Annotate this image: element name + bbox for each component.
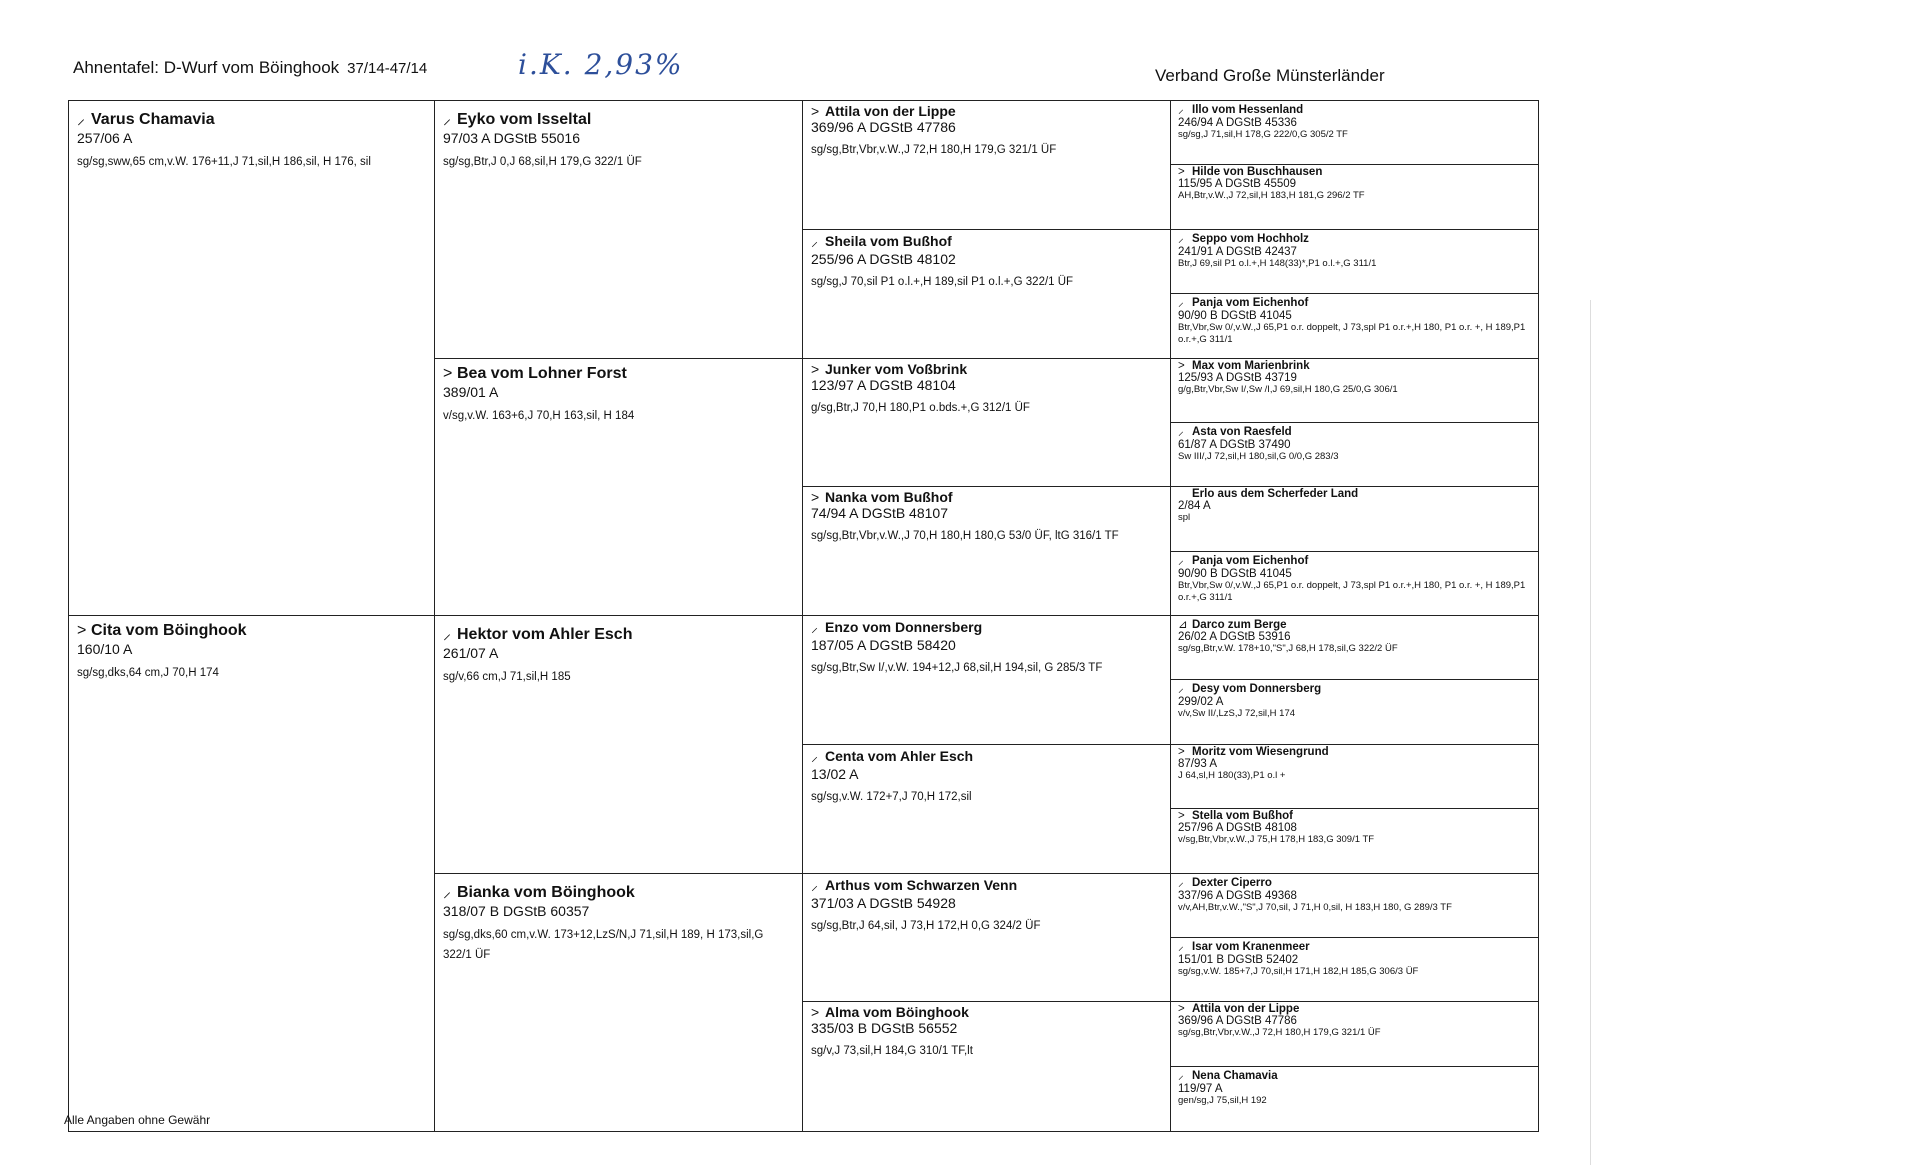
ancestor-name (1178, 424, 1531, 439)
ancestor-box (802, 1001, 1172, 1132)
performance-data: spl (1178, 512, 1191, 523)
ancestor-name (811, 618, 1163, 637)
registration-number: 369/96 A DGStB 47786 (1178, 1015, 1297, 1027)
registration-number: 257/96 A DGStB 48108 (1178, 822, 1297, 834)
performance-data: sg/v,66 cm,J 71,sil,H 185 (443, 671, 571, 683)
dog-name: Moritz vom Wiesengrund (1192, 746, 1329, 758)
dog-name: Asta von Raesfeld (1192, 426, 1292, 438)
ancestor-box (1170, 615, 1539, 681)
ancestor-name (443, 365, 795, 383)
disclaimer: Alle Angaben ohne Gewähr (64, 1113, 211, 1127)
registration-number: 115/95 A DGStB 45509 (1178, 178, 1297, 190)
performance-data: sg/sg,Btr,Vbr,v.W.,J 70,H 180,H 180,G 53/0 ÜF, ltG 316/1 TF (811, 530, 1119, 542)
status-mark: ⸝ (1178, 426, 1184, 438)
performance-data: Sw III/,J 72,sil,H 180,sil,G 0/0,G 283/3 (1178, 451, 1339, 462)
ancestor-name (443, 107, 795, 129)
performance-data: sg/sg,sww,65 cm,v.W. 176+11,J 71,sil,H 186,sil, H 176, sil (77, 156, 371, 168)
dog-name: Centa vom Ahler Esch (825, 748, 974, 764)
status-mark: > (1178, 810, 1185, 822)
ancestor-name (811, 489, 1163, 505)
registration-number: 337/96 A DGStB 49368 (1178, 890, 1297, 902)
dog-name: Isar vom Kranenmeer (1192, 941, 1310, 953)
ancestor-name (1178, 360, 1531, 372)
performance-data: sg/sg,Btr,J 0,J 68,sil,H 179,G 322/1 ÜF (443, 156, 642, 168)
dog-name: Panja vom Eichenhof (1192, 297, 1309, 309)
status-mark: ⸝ (443, 626, 452, 643)
performance-data: v/v,AH,Btr,v.W.,"S",J 70,sil, J 71,H 0,sil, H 183,H 180, G 289/3 TF (1178, 902, 1452, 913)
ancestor-box (802, 358, 1172, 488)
ancestor-box (1170, 358, 1539, 424)
ancestor-box (434, 358, 804, 617)
registration-number: 299/02 A (1178, 696, 1224, 708)
ancestor-name (811, 747, 1163, 766)
ancestor-box (434, 873, 804, 1132)
ancestor-name (1178, 166, 1531, 178)
status-mark: > (77, 622, 87, 639)
status-mark: ⸝ (1178, 941, 1184, 953)
dog-name: Bea vom Lohner Forst (457, 365, 627, 382)
status-mark: > (811, 1004, 820, 1020)
ancestor-name (811, 103, 1163, 119)
performance-data: v/v,Sw II/,LzS,J 72,sil,H 174 (1178, 708, 1296, 719)
ancestor-box (1170, 551, 1539, 617)
status-mark: > (1178, 746, 1185, 758)
status-mark: ⸝ (443, 111, 452, 128)
ancestor-box (1170, 873, 1539, 939)
performance-data: sg/sg,J 71,sil,H 178,G 222/0,G 305/2 TF (1178, 129, 1348, 140)
dog-name: Panja vom Eichenhof (1192, 555, 1309, 567)
status-mark: ⸝ (1178, 104, 1184, 116)
dog-name: Eyko vom Isseltal (457, 111, 592, 128)
registration-number: 87/93 A (1178, 758, 1218, 770)
ancestor-box (1170, 744, 1539, 810)
ancestor-box (802, 486, 1172, 617)
ancestor-name (811, 232, 1163, 251)
ancestor-box (434, 615, 804, 875)
registration-number: 151/01 B DGStB 52402 (1178, 954, 1299, 966)
ancestor-name (1178, 810, 1531, 822)
ancestor-box (1170, 293, 1539, 360)
ancestor-box (1170, 229, 1539, 295)
registration-number: 123/97 A DGStB 48104 (811, 377, 956, 393)
performance-data: sg/v,J 73,sil,H 184,G 310/1 TF,lt (811, 1045, 973, 1057)
ancestor-box (68, 615, 436, 1132)
performance-data: sg/sg,Btr,Sw I/,v.W. 194+12,J 68,sil,H 194,sil, G 285/3 TF (811, 662, 1103, 674)
registration-number: 13/02 A (811, 766, 859, 782)
ancestor-name (1178, 617, 1531, 631)
status-mark: ⸝ (1178, 233, 1184, 245)
registration-number: 318/07 B DGStB 60357 (443, 903, 590, 919)
dog-name: Cita vom Böinghook (91, 622, 247, 639)
status-mark: ⸝ (811, 619, 818, 635)
status-mark: ⸝ (443, 884, 452, 901)
performance-data: v/sg,v.W. 163+6,J 70,H 163,sil, H 184 (443, 410, 635, 422)
performance-data: sg/sg,Btr,J 64,sil, J 73,H 172,H 0,G 324/2 ÜF (811, 920, 1041, 932)
registration-number: 61/87 A DGStB 37490 (1178, 439, 1291, 451)
status-mark: ⸝ (811, 233, 818, 249)
performance-data: g/g,Btr,Vbr,Sw I/,Sw /I,J 69,sil,H 180,G 25/0,G 306/1 (1178, 384, 1398, 395)
litter-title: Ahnentafel: D-Wurf vom Böinghook (73, 58, 340, 77)
performance-data: gen/sg,J 75,sil,H 192 (1178, 1095, 1267, 1106)
performance-data: sg/sg,Btr,Vbr,v.W.,J 72,H 180,H 179,G 321/1 ÜF (811, 144, 1057, 156)
registration-number: 255/96 A DGStB 48102 (811, 251, 956, 267)
ancestor-box (802, 229, 1172, 360)
ancestor-box (1170, 486, 1539, 553)
ancestor-name (443, 622, 795, 644)
registration-number: 335/03 B DGStB 56552 (811, 1020, 958, 1036)
registration-number: 257/06 A (77, 130, 133, 146)
registration-number: 125/93 A DGStB 43719 (1178, 372, 1297, 384)
ancestor-box (802, 615, 1172, 746)
status-mark: ⸝ (1178, 297, 1184, 309)
dog-name: Arthus vom Schwarzen Venn (825, 877, 1018, 893)
status-mark: ⸝ (811, 748, 818, 764)
ancestor-box (1170, 100, 1539, 166)
registration-number: 371/03 A DGStB 54928 (811, 895, 956, 911)
status-mark: > (1178, 166, 1185, 178)
registration-number: 2/84 A (1178, 500, 1211, 512)
ancestor-box (1170, 937, 1539, 1003)
performance-data: AH,Btr,v.W.,J 72,sil,H 183,H 181,G 296/2 TF (1178, 190, 1365, 201)
ancestor-name (1178, 875, 1531, 890)
dog-name: Junker vom Voßbrink (825, 361, 968, 377)
ancestor-name (1178, 295, 1531, 310)
scan-edge-line (1590, 300, 1591, 1165)
status-mark: ⸝ (1178, 555, 1184, 567)
dog-name: Hilde von Buschhausen (1192, 166, 1323, 178)
ancestor-name (77, 622, 427, 640)
registration-number: 246/94 A DGStB 45336 (1178, 117, 1297, 129)
performance-data: sg/sg,Btr,v.W. 178+10,"S",J 68,H 178,sil,G 322/2 ÜF (1178, 643, 1398, 654)
registration-number: 389/01 A (443, 384, 499, 400)
registration-number: 97/03 A DGStB 55016 (443, 130, 580, 146)
ancestor-name (811, 1004, 1163, 1020)
ancestor-box (802, 100, 1172, 231)
ancestor-name (1178, 939, 1531, 954)
performance-data: Btr,Vbr,Sw 0/,v.W.,J 65,P1 o.r. doppelt, J 73,spl P1 o.r.+,H 180, P1 o.r. +, H 189,P1 o.r.+,G 311/1 (1178, 580, 1526, 603)
performance-data: sg/sg,J 70,sil P1 o.l.+,H 189,sil P1 o.l.+,G 322/1 ÜF (811, 276, 1074, 288)
ancestor-name (1178, 231, 1531, 246)
ancestor-box (1170, 679, 1539, 746)
dog-name: Stella vom Bußhof (1192, 810, 1293, 822)
ancestor-box (802, 873, 1172, 1003)
dog-name: Nena Chamavia (1192, 1070, 1278, 1082)
dog-name: Varus Chamavia (91, 111, 215, 128)
ancestor-box (1170, 808, 1539, 875)
ancestor-box (1170, 1066, 1539, 1132)
status-mark: ⸝ (1178, 1070, 1184, 1082)
dog-name: Desy vom Donnersberg (1192, 683, 1322, 695)
status-mark: ⊿ (1178, 619, 1188, 631)
organization-name: Verband Große Münsterländer (1155, 66, 1385, 85)
dog-name: Illo vom Hessenland (1192, 104, 1304, 116)
status-mark: > (1178, 1003, 1185, 1015)
ancestor-name (1178, 102, 1531, 117)
performance-data: sg/sg,dks,64 cm,J 70,H 174 (77, 667, 219, 679)
status-mark: ⸝ (1178, 877, 1184, 889)
registration-number: 187/05 A DGStB 58420 (811, 637, 956, 653)
ancestor-name (811, 876, 1163, 895)
ancestor-name (1178, 746, 1531, 758)
ancestor-box (434, 100, 804, 360)
status-mark: > (811, 361, 820, 377)
ancestor-name (1178, 681, 1531, 696)
litter-code: 37/14-47/14 (347, 60, 428, 77)
ancestor-box (802, 744, 1172, 875)
dog-name: Darco zum Berge (1192, 619, 1287, 631)
handwritten-inbreeding-note: i.K. 2,93% (518, 48, 684, 81)
ancestor-name (811, 361, 1163, 377)
dog-name: Dexter Ciperro (1192, 877, 1272, 889)
ancestor-name (1178, 553, 1531, 568)
performance-data: v/sg,Btr,Vbr,v.W.,J 75,H 178,H 183,G 309/1 TF (1178, 834, 1375, 845)
dog-name: Alma vom Böinghook (825, 1004, 969, 1020)
performance-data: sg/sg,v.W. 185+7,J 70,sil,H 171,H 182,H 185,G 306/3 ÜF (1178, 966, 1419, 977)
status-mark: ⸝ (811, 877, 818, 893)
performance-data: Btr,J 69,sil P1 o.l.+,H 148(33)*,P1 o.l.+,G 311/1 (1178, 258, 1377, 269)
registration-number: 160/10 A (77, 641, 133, 657)
status-mark: > (1178, 360, 1185, 372)
performance-data: sg/sg,Btr,Vbr,v.W.,J 72,H 180,H 179,G 321/1 ÜF (1178, 1027, 1381, 1038)
ancestor-box (1170, 1001, 1539, 1068)
performance-data: Btr,Vbr,Sw 0/,v.W.,J 65,P1 o.r. doppelt, J 73,spl P1 o.r.+,H 180, P1 o.r. +, H 189,P1 o.r.+,G 311/1 (1178, 322, 1526, 345)
status-mark: ⸝ (1178, 683, 1184, 695)
ancestor-name (1178, 1003, 1531, 1015)
ancestor-name (1178, 488, 1531, 500)
ancestor-name (77, 107, 427, 129)
registration-number: 241/91 A DGStB 42437 (1178, 246, 1297, 258)
ancestor-box (1170, 422, 1539, 488)
performance-data: sg/sg,dks,60 cm,v.W. 173+12,LzS/N,J 71,sil,H 189, H 173,sil,G 322/1 ÜF (443, 929, 764, 962)
registration-number: 261/07 A (443, 645, 499, 661)
registration-number: 90/90 B DGStB 41045 (1178, 568, 1292, 580)
ancestor-name (1178, 1068, 1531, 1083)
dog-name: Attila von der Lippe (1192, 1003, 1300, 1015)
dog-name: Seppo vom Hochholz (1192, 233, 1309, 245)
ancestor-box (1170, 164, 1539, 231)
dog-name: Nanka vom Bußhof (825, 489, 953, 505)
ancestor-box (68, 100, 436, 617)
dog-name: Hektor vom Ahler Esch (457, 626, 633, 643)
performance-data: J 64,sl,H 180(33),P1 o.l + (1178, 770, 1286, 781)
status-mark: > (811, 489, 820, 505)
dog-name: Max vom Marienbrink (1192, 360, 1310, 372)
status-mark: ⸝ (77, 111, 86, 128)
ancestor-name (443, 880, 795, 902)
registration-number: 119/97 A (1178, 1083, 1223, 1095)
dog-name: Attila von der Lippe (825, 103, 956, 119)
dog-name: Sheila vom Bußhof (825, 233, 952, 249)
dog-name: Bianka vom Böinghook (457, 884, 635, 901)
registration-number: 26/02 A DGStB 53916 (1178, 631, 1291, 643)
dog-name: Enzo vom Donnersberg (825, 619, 983, 635)
performance-data: sg/sg,v.W. 172+7,J 70,H 172,sil (811, 791, 972, 803)
dog-name: Erlo aus dem Scherfeder Land (1192, 488, 1359, 500)
pedigree-title (73, 58, 427, 78)
status-mark: > (811, 103, 820, 119)
performance-data: g/sg,Btr,J 70,H 180,P1 o.bds.+,G 312/1 ÜF (811, 402, 1030, 414)
registration-number: 74/94 A DGStB 48107 (811, 505, 948, 521)
status-mark: > (443, 365, 453, 382)
registration-number: 90/90 B DGStB 41045 (1178, 310, 1292, 322)
registration-number: 369/96 A DGStB 47786 (811, 119, 956, 135)
